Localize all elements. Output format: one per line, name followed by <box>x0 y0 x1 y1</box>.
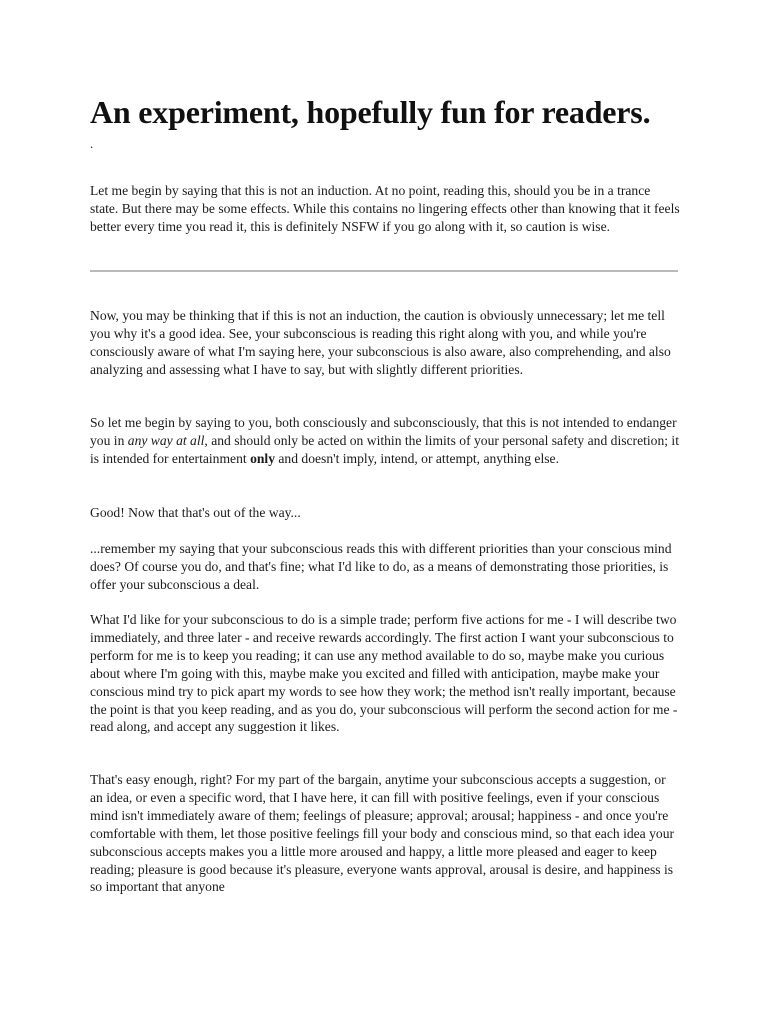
paragraph-4: ...remember my saying that your subconscious reads this with different priorities than your conscious mind does? Of course you do, and that's fine; what I'd like to do, as a means of demonstrating those priorities, is offer your subconscious a deal. <box>90 541 672 592</box>
paragraph-2-strong: only <box>250 450 275 466</box>
horizontal-divider <box>90 270 678 272</box>
title-dot: . <box>90 136 94 151</box>
document-title: An experiment, hopefully fun for readers. <box>90 94 651 130</box>
intro-paragraph: Let me begin by saying that this is not an induction. At no point, reading this, should you be in a trance state. But there may be some effects. While this contains no lingering effects other than knowing that it feels better every time you read it, this is definitely NSFW if you go along with it, so caution is wise. <box>90 183 680 234</box>
paragraph-2-part-b: , and should only be acted on within the limits of your personal safety and discretion; it is intended for entertainment <box>90 432 679 466</box>
paragraph-2 <box>90 414 680 468</box>
paragraph-2-part-a: So let me begin by saying to you, both consciously and subconsciously, that this is not intended to endanger you in <box>90 415 677 448</box>
paragraph-1: Now, you may be thinking that if this is not an induction, the caution is obviously unnecessary; let me tell you why it's a good idea. See, your subconscious is reading this right along with you, and while you're consciously aware of what I'm saying here, your subconscious is also aware, also comprehending, and also analyzing and assessing what I have to say, but with slightly different priorities. <box>90 308 671 377</box>
paragraph-5: What I'd like for your subconscious to do is a simple trade; perform five actions for me - I will describe two immediately, and three later - and receive rewards accordingly. The first action I want your subconscious to perform for me is to keep you reading; it can use any method available to do so, maybe make you curious about where I'm going with this, maybe make you excited and filled with anticipation, maybe make your conscious mind try to pick apart my words to see how they work; the method isn't really important, because the point is that you keep reading, and as you do, your subconscious will perform the second action for me - read along, and accept any suggestion it likes. <box>90 612 678 735</box>
paragraph-3: Good! Now that that's out of the way... <box>90 505 301 520</box>
paragraph-6: That's easy enough, right? For my part of the bargain, anytime your subconscious accepts a suggestion, or an idea, or even a specific word, that I have here, it can fill with positive feelings, even if your conscious mind isn't immediately aware of them; feelings of pleasure; approval; arousal; happiness - and once you're comfortable with them, let those positive feelings fill your body and conscious mind, so that each idea your subconscious accepts makes you a little more aroused and happy, a little more pleased and eager to keep reading; pleasure is good because it's pleasure, everyone wants approval, arousal is desire, and happiness is so important that anyone <box>90 772 675 895</box>
paragraph-2-emphasis: any way at all <box>127 432 205 448</box>
paragraph-2-part-c: and doesn't imply, intend, or attempt, anything else. <box>275 450 559 466</box>
